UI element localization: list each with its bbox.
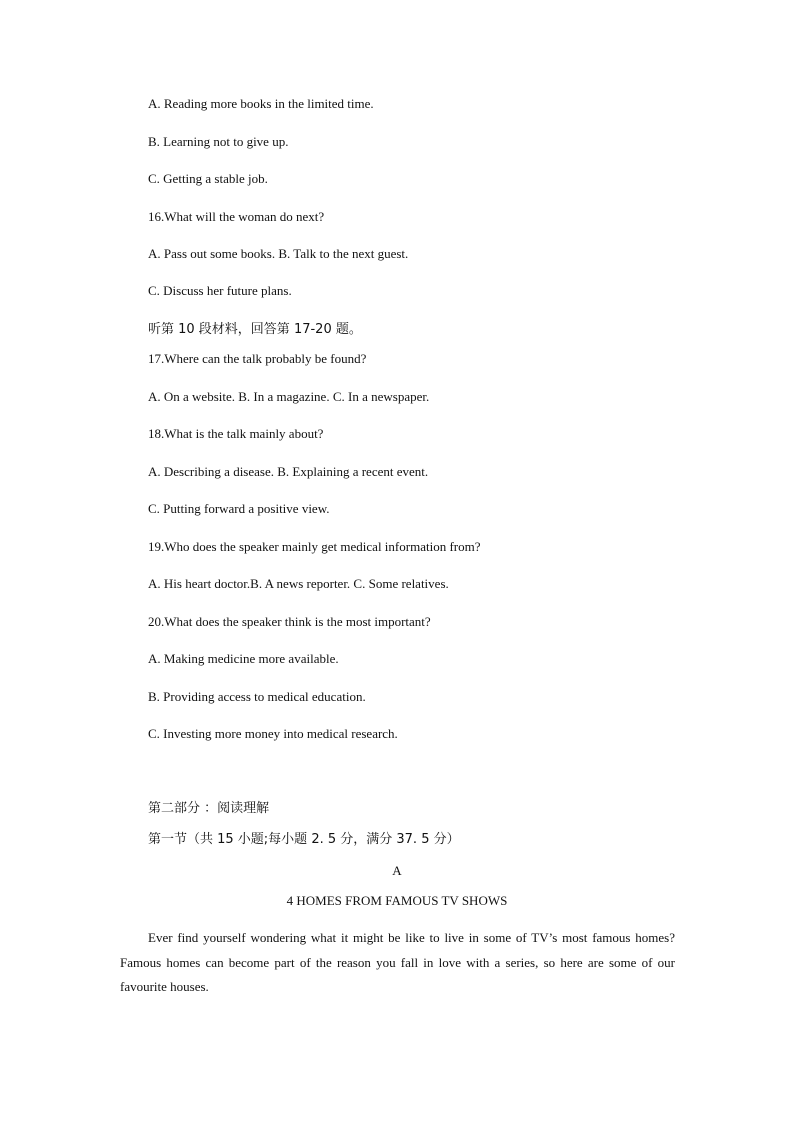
passage-paragraph: Ever find yourself wondering what it might be like to live in some of TV’s most famous homes? Famous homes can become part of the reason you fall in love with a series, so here are some of our favourite houses.: [120, 930, 675, 994]
question-17: 17.Where can the talk probably be found?: [148, 351, 367, 366]
question-16: 16.What will the woman do next?: [148, 209, 325, 224]
q20-option-c: C. Investing more money into medical research.: [148, 726, 398, 741]
q15-option-b: B. Learning not to give up.: [148, 134, 289, 149]
question-19: 19.Who does the speaker mainly get medical information from?: [148, 539, 481, 554]
q15-option-c: C. Getting a stable job.: [148, 171, 268, 186]
q16-option-c: C. Discuss her future plans.: [148, 283, 292, 298]
q17-options: A. On a website. B. In a magazine. C. In a newspaper.: [148, 389, 430, 404]
passage-title: 4 HOMES FROM FAMOUS TV SHOWS: [286, 893, 508, 908]
q18-options-ab: A. Describing a disease. B. Explaining a recent event.: [148, 464, 429, 479]
section-title: 第二部分 ：阅读理解: [148, 801, 270, 816]
q15-option-a: A. Reading more books in the limited time.: [148, 96, 374, 111]
passage-letter: A: [392, 863, 402, 878]
question-18: 18.What is the talk mainly about?: [148, 426, 324, 441]
q16-options-ab: A. Pass out some books. B. Talk to the next guest.: [148, 246, 409, 261]
question-20: 20.What does the speaker think is the most important?: [148, 614, 431, 629]
q18-option-c: C. Putting forward a positive view.: [148, 501, 330, 516]
q20-option-a: A. Making medicine more available.: [148, 651, 339, 666]
subsection-title: 第一节（共 15 小题;每小题 2. 5 分，满分 37. 5 分）: [148, 832, 460, 847]
q19-options: A. His heart doctor.B. A news reporter. C. Some relatives.: [148, 576, 449, 591]
listening-instruction: 听第 10 段材料，回答第 17-20 题。: [148, 322, 362, 337]
q20-option-b: B. Providing access to medical education.: [148, 689, 366, 704]
